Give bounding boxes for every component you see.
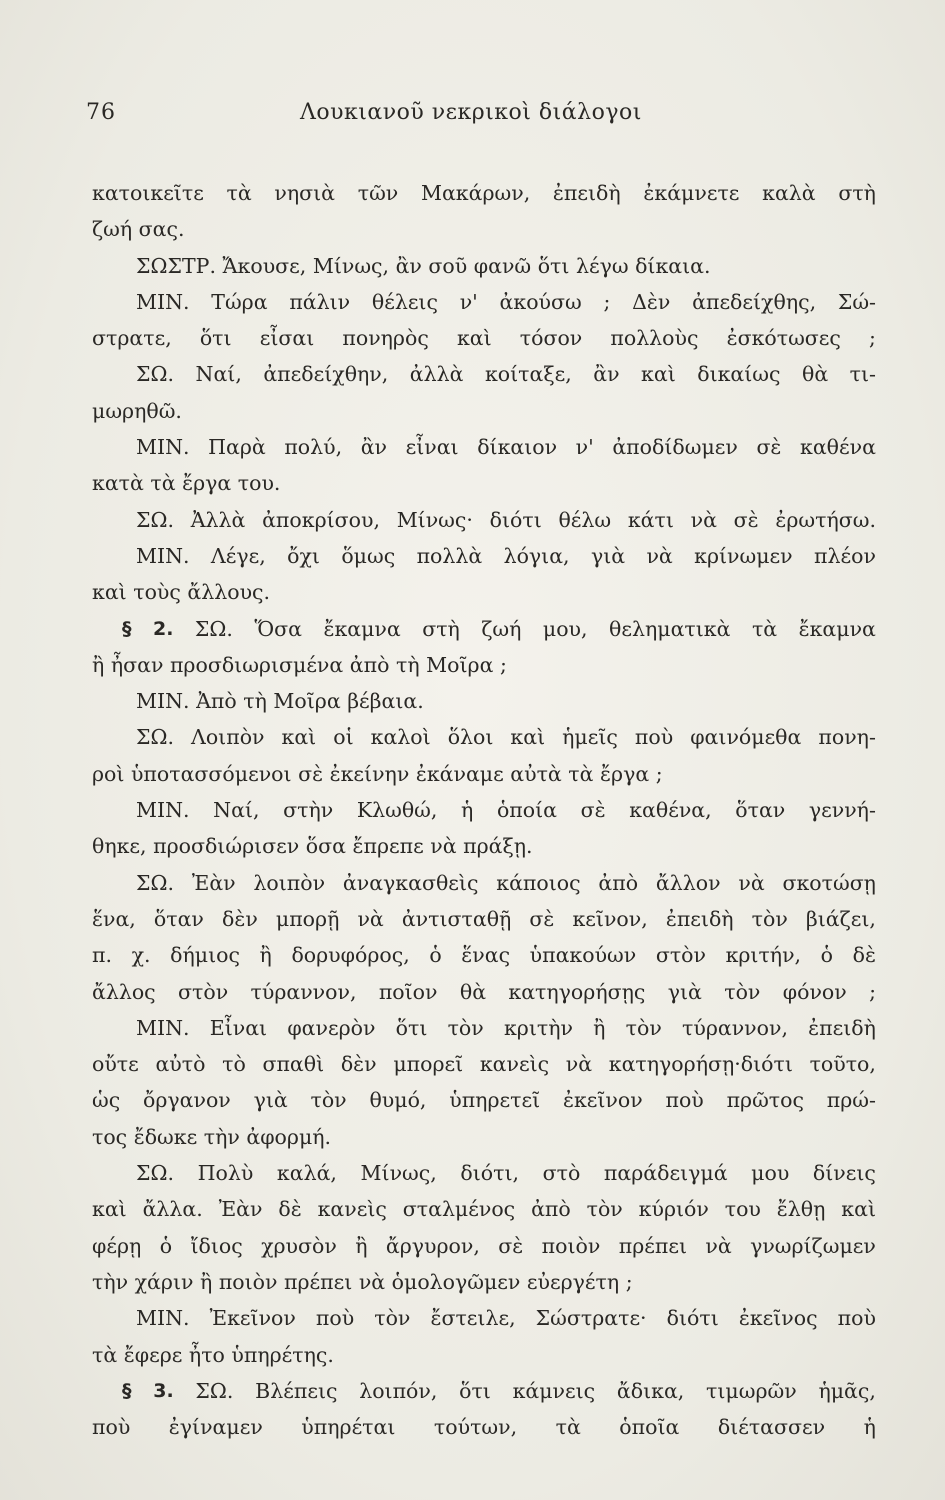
text-line: ἢ ἦσαν προσδιωρισμένα ἀπὸ τὴ Μοῖρα ;	[92, 652, 507, 677]
text-line: ΜΙΝ. Ἐκεῖνον ποὺ τὸν ἔστειλε, Σώστρατε· διότι ἐκεῖνος ποὺ	[136, 1306, 876, 1331]
text-line: ΣΩ. Ἐὰν λοιπὸν ἀναγκασθεὶς κάποιος ἀπὸ ἄλλον νὰ σκοτώσῃ	[136, 870, 876, 895]
text-line: καὶ τοὺς ἄλλους.	[92, 580, 271, 605]
text-line: ἕνα, ὅταν δὲν μπορῇ νὰ ἀντισταθῇ σὲ κεῖνον, ἐπειδὴ τὸν βιάζει,	[92, 906, 876, 931]
text-line: καὶ ἄλλα. Ἐὰν δὲ κανεὶς σταλμένος ἀπὸ τὸν κύριόν του ἔλθῃ καὶ	[92, 1197, 876, 1222]
text-line: κατὰ τὰ ἔργα του.	[92, 471, 281, 496]
text-line: ζωή σας.	[92, 217, 185, 242]
text-line: ποὺ ἐγίναμεν ὑπηρέται τούτων, τὰ ὁποῖα διέτασσεν ἡ	[92, 1415, 876, 1440]
text-line: ΜΙΝ. Λέγε, ὄχι ὅμως πολλὰ λόγια, γιὰ νὰ κρίνωμεν πλέον	[136, 543, 876, 568]
text-line: ὡς ὄργανον γιὰ τὸν θυμό, ὑπηρετεῖ ἐκεῖνον ποὺ πρῶτος πρώ-	[92, 1088, 876, 1113]
text-line: στρατε, ὅτι εἶσαι πονηρὸς καὶ τόσον πολλοὺς ἐσκότωσες ;	[92, 326, 876, 351]
text-line: μωρηθῶ.	[92, 398, 182, 423]
running-head: Λουκιανοῦ νεκρικοὶ διάλογοι	[300, 100, 642, 125]
text-line: τος ἔδωκε τὴν ἀφορμή.	[92, 1124, 332, 1149]
text-line: § 3. ΣΩ. Βλέπεις λοιπόν, ὅτι κάμνεις ἄδικα, τιμωρῶν ἡμᾶς,	[122, 1378, 876, 1403]
text-line: τὴν χάριν ἢ ποιὸν πρέπει νὰ ὁμολογῶμεν εὐεργέτη ;	[92, 1269, 633, 1294]
text-line: θηκε, προσδιώρισεν ὅσα ἔπρεπε νὰ πράξῃ.	[92, 834, 533, 859]
text-line: φέρῃ ὁ ἴδιος χρυσὸν ἢ ἄργυρον, σὲ ποιὸν πρέπει νὰ γνωρίζωμεν	[92, 1233, 876, 1258]
text-line: ΜΙΝ. Τώρα πάλιν θέλεις ν' ἀκούσω ; Δὲν ἀπεδείχθης, Σώ-	[136, 289, 876, 314]
text-line: ΣΩ. Λοιπὸν καὶ οἱ καλοὶ ὅλοι καὶ ἡμεῖς ποὺ φαινόμεθα πονη-	[136, 725, 876, 750]
text-line: οὔτε αὐτὸ τὸ σπαθὶ δὲν μπορεῖ κανεὶς νὰ κατηγορήσῃ·διότι τοῦτο,	[92, 1052, 876, 1077]
text-line: ΜΙΝ. Ἀπὸ τὴ Μοῖρα βέβαια.	[136, 689, 424, 714]
page-number: 76	[86, 100, 116, 125]
text-line: ΜΙΝ. Εἶναι φανερὸν ὅτι τὸν κριτὴν ἢ τὸν τύραννον, ἐπειδὴ	[136, 1015, 876, 1040]
text-line: τὰ ἔφερε ἦτο ὑπηρέτης.	[92, 1342, 334, 1367]
body-text	[92, 175, 876, 1445]
text-line: ροὶ ὑποτασσόμενοι σὲ ἐκείνην ἐκάναμε αὐτὰ τὰ ἔργα ;	[92, 761, 663, 786]
text-line: ΣΩ. Ναί, ἀπεδείχθην, ἀλλὰ κοίταξε, ἂν καὶ δικαίως θὰ τι-	[136, 362, 876, 387]
text-line: κατοικεῖτε τὰ νησιὰ τῶν Μακάρων, ἐπειδὴ ἐκάμνετε καλὰ στὴ	[92, 181, 876, 205]
text-line: ΜΙΝ. Ναί, στὴν Κλωθώ, ἡ ὁποία σὲ καθένα, ὅταν γεννή-	[136, 798, 876, 823]
text-line: ΜΙΝ. Παρὰ πολύ, ἂν εἶναι δίκαιον ν' ἀποδίδωμεν σὲ καθένα	[136, 435, 876, 460]
text-line: π. χ. δήμιος ἢ δορυφόρος, ὁ ἕνας ὑπακούων στὸν κριτήν, ὁ δὲ	[92, 943, 876, 968]
text-line: ΣΩ. Πολὺ καλά, Μίνως, διότι, στὸ παράδειγμά μου δίνεις	[136, 1161, 876, 1186]
text-line: ἄλλος στὸν τύραννον, ποῖον θὰ κατηγορήσῃς γιὰ τὸν φόνον ;	[92, 979, 876, 1004]
text-line: ΣΩΣΤΡ. Ἄκουσε, Μίνως, ἂν σοῦ φανῶ ὅτι λέγω δίκαια.	[136, 253, 711, 278]
text-line: ΣΩ. Ἀλλὰ ἀποκρίσου, Μίνως· διότι θέλω κάτι νὰ σὲ ἐρωτήσω.	[136, 507, 876, 532]
page-header	[0, 100, 945, 136]
text-line: § 2. ΣΩ. Ὅσα ἔκαμνα στὴ ζωή μου, θεληματικὰ τὰ ἔκαμνα	[122, 616, 876, 641]
